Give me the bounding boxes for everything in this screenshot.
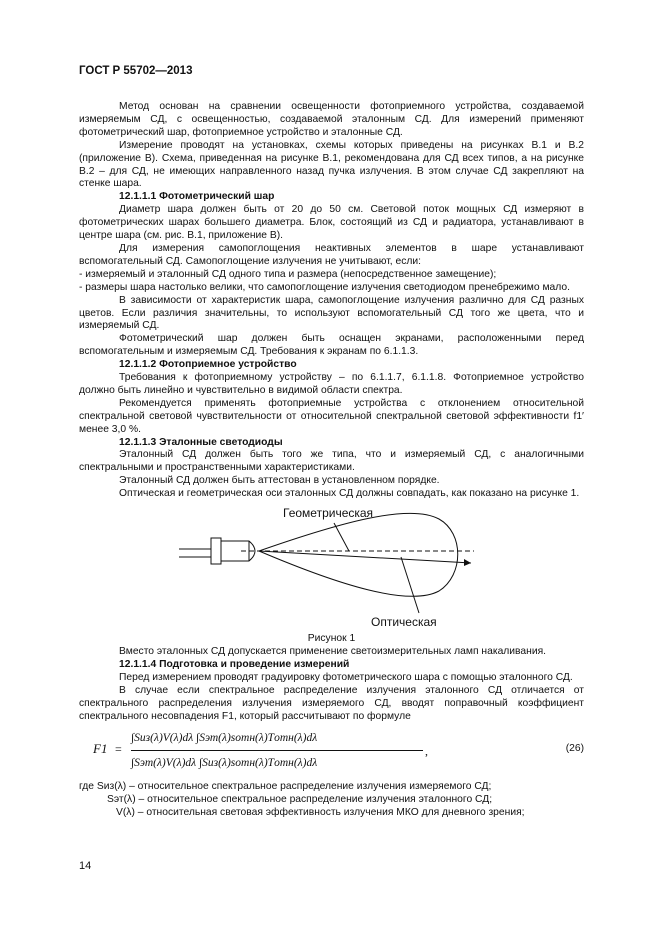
arrow-icon <box>464 559 471 566</box>
document-body <box>79 101 584 820</box>
paragraph: Диаметр шара должен быть от 20 до 50 см. Световой поток мощных СД измеряют в фотометрических шарах большего диаметра. Блок, состоящий из СД и радиатора, устанавливают в центре шара (см. рис. В.1, приложение В). <box>79 204 584 242</box>
definition-item: где Sиз(λ) – относительное спектральное распределение излучения измеряемого СД; <box>79 781 492 793</box>
section-heading: 12.1.1.3 Эталонные светодиоды <box>119 436 283 448</box>
formula-fraction <box>131 727 423 774</box>
fraction-bar <box>131 750 423 751</box>
paragraph: Метод основан на сравнении освещенности фотоприемного устройства, создаваемой измеряемым СД, с освещенностью, создаваемой эталонным СД. Для измерений применяют фотометрический шар, фотоприемное устройство и эталонные СД. <box>79 101 584 138</box>
definition-item: Sэт(λ) – относительное спектральное распределение излучения эталонного СД; <box>107 794 493 806</box>
paragraph: Фотометрический шар должен быть оснащен экранами, расположенными перед вспомогательным и измеряемым СД. Требования к экранам по 6.1.1.3. <box>79 333 584 358</box>
formula-comma: , <box>425 744 428 759</box>
formula-equals: = <box>115 742 122 757</box>
label-optical: Оптическая <box>371 615 437 630</box>
definitions <box>79 781 584 820</box>
section-heading: 12.1.1.4 Подготовка и проведение измерений <box>119 658 350 670</box>
section-heading: 12.1.1.2 Фотоприемное устройство <box>119 359 297 371</box>
paragraph: Вместо эталонных СД допускается применение светоизмерительных ламп накаливания. <box>119 646 547 657</box>
paragraph: Перед измерением проводят градуировку фотометрического шара с помощью эталонного СД. <box>119 671 573 683</box>
formula-lhs: F1 <box>93 741 108 757</box>
optical-axis-line <box>259 551 471 563</box>
led-base <box>211 538 221 564</box>
list-item: - измеряемый и эталонный СД одного типа и размера (непосредственное замещение); <box>79 268 497 280</box>
geometric-leader <box>334 523 349 551</box>
section-heading: 12.1.1.1 Фотометрический шар <box>119 191 275 203</box>
paragraph: Эталонный СД должен быть того же типа, что и измеряемый СД, с аналогичными спектральными и пространственными характеристиками. <box>79 449 584 474</box>
figure-led-axes <box>79 505 584 633</box>
paragraph: В зависимости от характеристик шара, самопоглощение излучения различно для СД разных цветов. Если различия значительны, то используют вспомогательный СД того же цвета, что и измеряемый СД. <box>79 294 584 332</box>
list-item: - размеры шара настолько велики, что самопоглощение излучения светодиодом пренебрежимо мало. <box>79 281 570 293</box>
page-number: 14 <box>79 860 92 872</box>
label-geometric: Геометрическая <box>283 506 374 521</box>
document-header: ГОСТ Р 55702—2013 <box>79 65 193 77</box>
paragraph: Эталонный СД должен быть аттестован в установленном порядке. <box>119 475 440 487</box>
paragraph: Оптическая и геометрическая оси эталонных СД должны совпадать, как показано на рисунке 1. <box>119 488 580 500</box>
formula-number: (26) <box>565 743 584 755</box>
figure-caption: Рисунок 1 <box>307 633 356 645</box>
paragraph: В случае если спектральное распределение излучения эталонного СД отличается от спектрального распределения излучения измеряемого СД, вводят поправочный коэффициент спектрального несовпадения F1, который рассчитывают по формуле <box>79 684 584 722</box>
optical-leader <box>401 557 419 613</box>
formula-numerator: ∫Sиз(λ)V(λ)dλ ∫Sэт(λ)sотн(λ)Tотн(λ)dλ <box>131 732 318 745</box>
paragraph: Требования к фотоприемному устройству – по 6.1.1.7, 6.1.1.8. Фотоприемное устройство должно быть линейно и чувствительно в видимой области спектра. <box>79 372 584 396</box>
paragraph: Для измерения самопоглощения неактивных элементов в шаре устанавливают вспомогательный СД. Самопоглощение излучения не учитывают, если: <box>79 242 584 267</box>
formula-denominator: ∫Sэт(λ)V(λ)dλ ∫Sиз(λ)sотн(λ)Tотн(λ)dλ <box>131 757 318 770</box>
paragraph: Измерение проводят на установках, схемы которых приведены на рисунках В.1 и В.2 (приложение В). Схема, приведенная на рисунке В.1, рекомендована для СД всех типов, а на рисунке В.2 – для СД, не имеющих направленного назад пучка излучения. В этом случае СД закрепляют на стенке шара. <box>79 139 584 190</box>
paragraph: Рекомендуется применять фотоприемные устройства с отклонением относительной спектральной световой чувствительности от относительной спектральной световой эффективности f1′ менее 3,0 %. <box>79 397 584 435</box>
formula-26 <box>79 727 584 777</box>
beam-lobe <box>259 513 458 596</box>
definition-item: V(λ) – относительная световая эффективность излучения МКО для дневного зрения; <box>116 807 525 819</box>
